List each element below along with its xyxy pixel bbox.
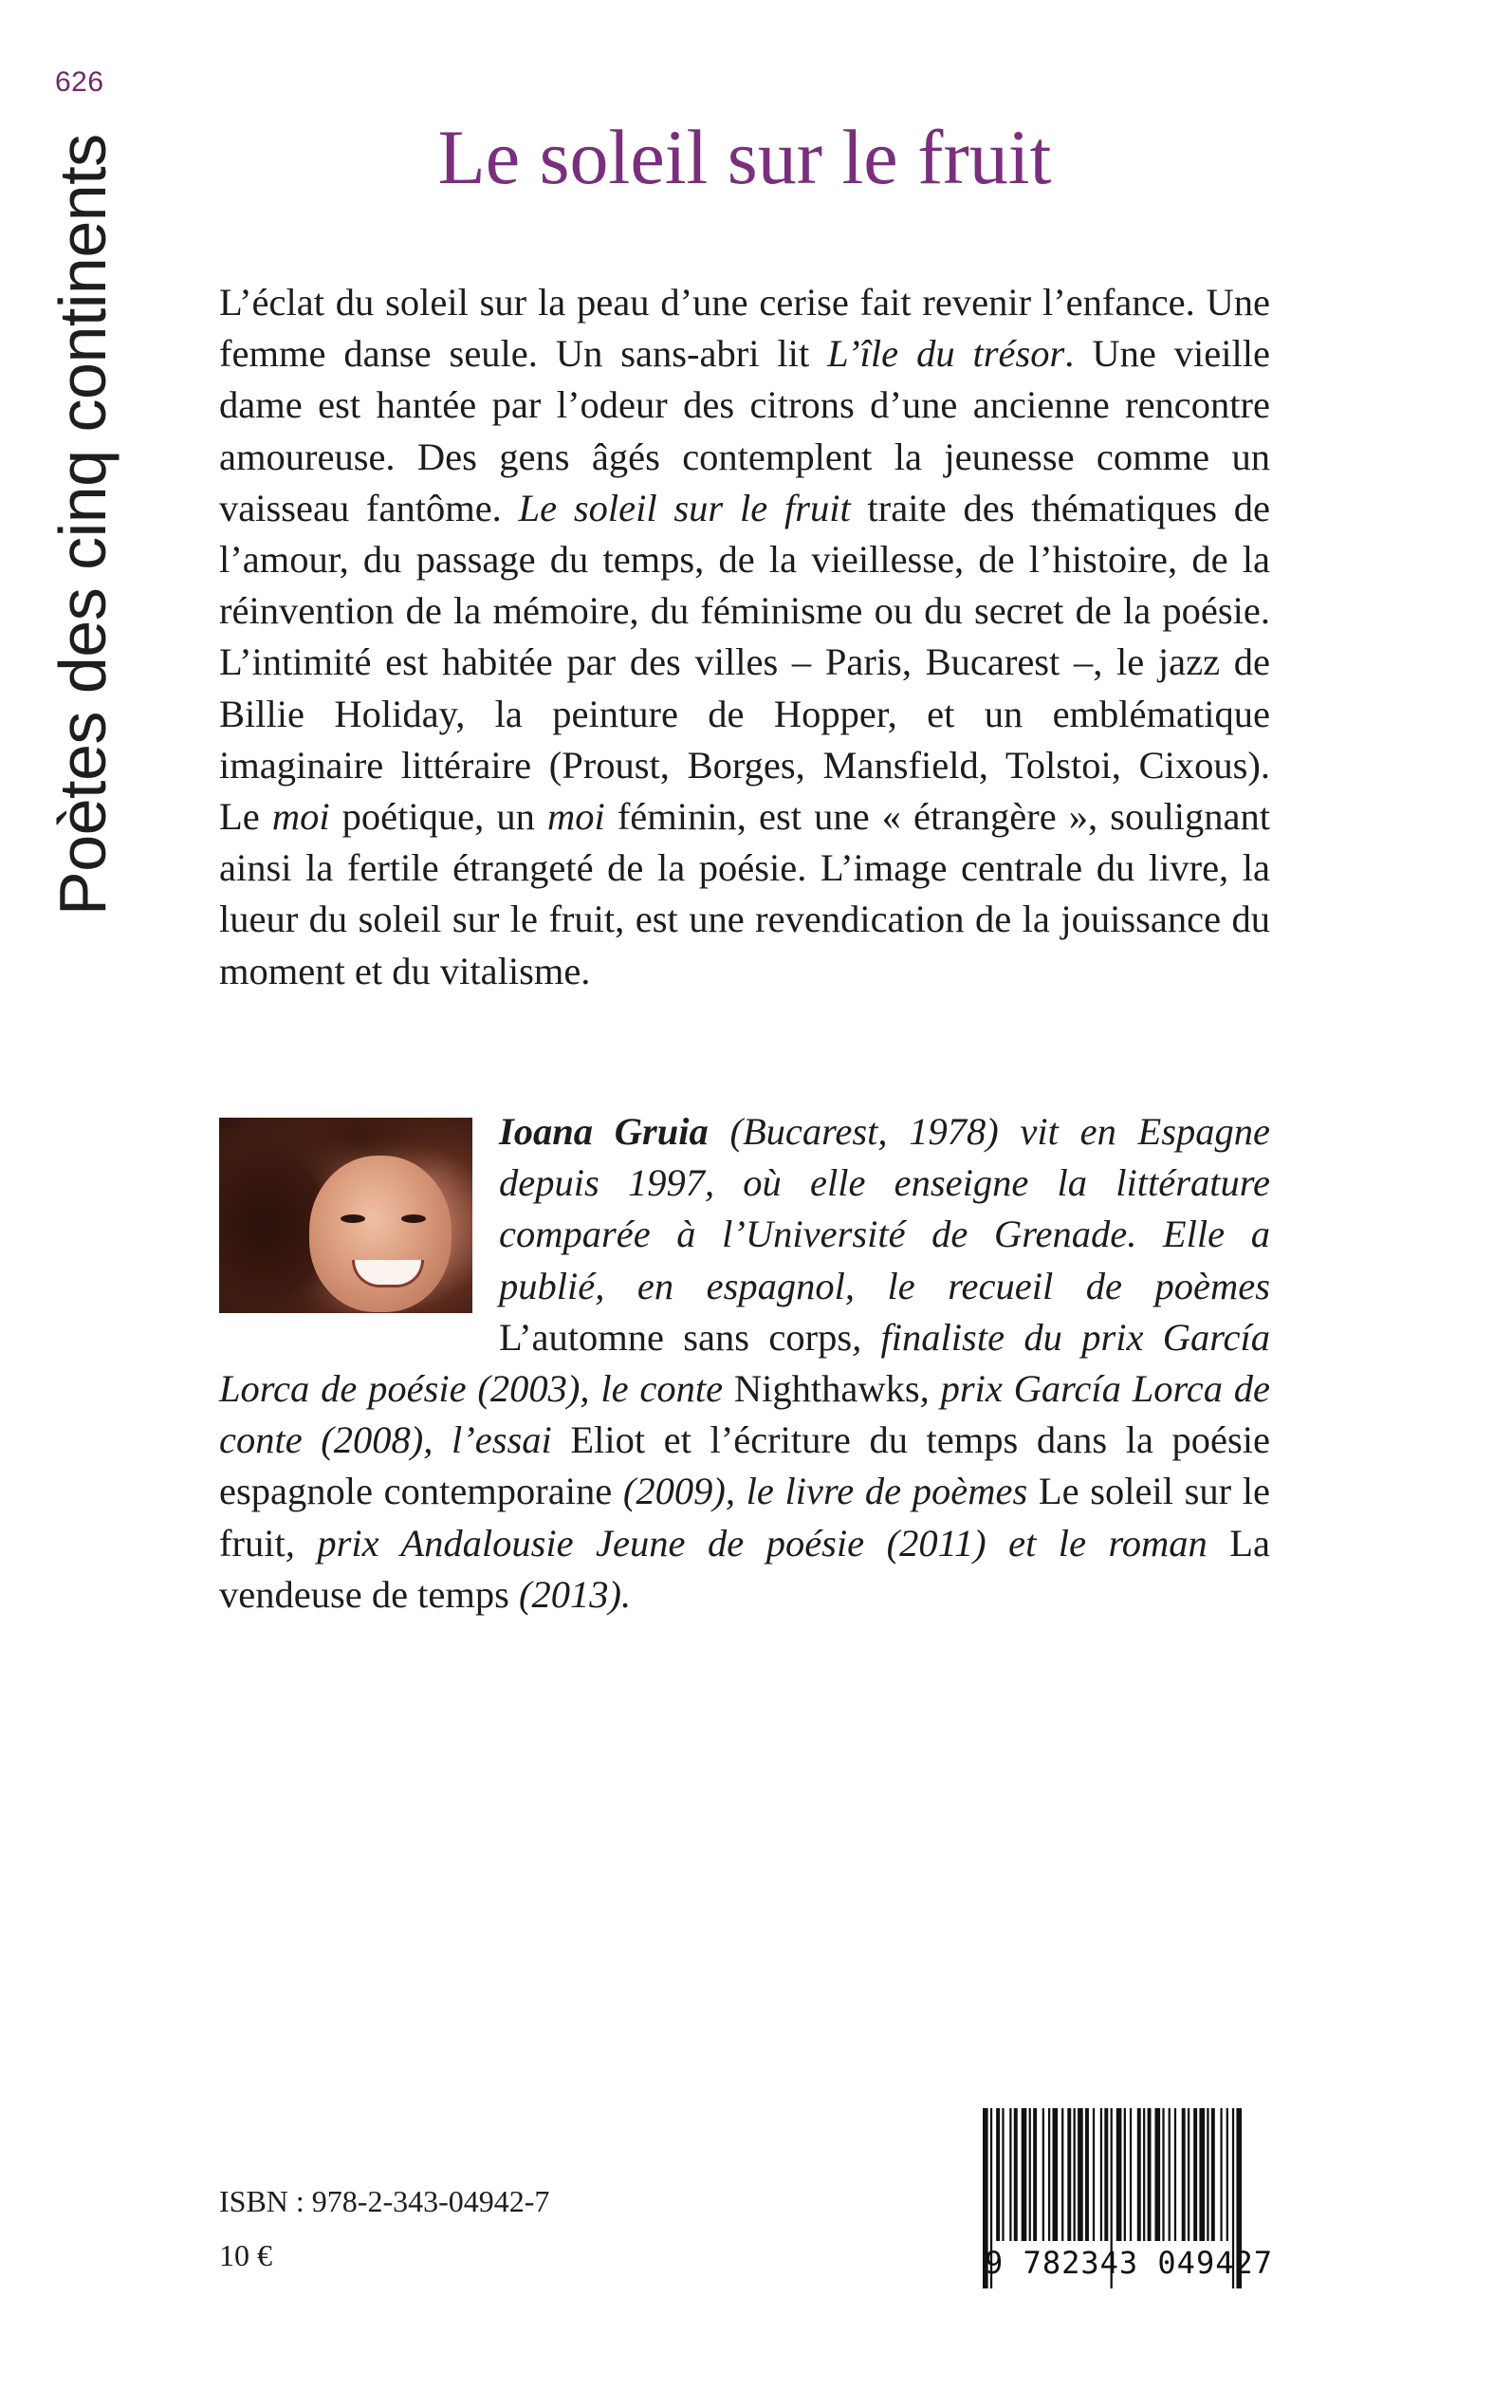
- description-segment: féminin, est une « étrangère », soulignant ainsi la fertile étrangeté de la poésie. L’image centrale du livre, la lueur du soleil sur le fruit, est une revendication de la jouissance du moment et du vitalisme.: [219, 795, 1270, 992]
- bio-segment: Ioana Gruia: [499, 1110, 709, 1153]
- barcode-bar: [1169, 2108, 1171, 2241]
- barcode-bar: [1053, 2108, 1059, 2241]
- barcode-bar: [1182, 2108, 1186, 2241]
- bio-segment: La vendeuse de temps: [219, 1521, 1270, 1616]
- series-name: Poètes des cinq continents: [46, 134, 120, 916]
- barcode-bar: [1029, 2108, 1031, 2241]
- isbn: ISBN : 978-2-343-04942-7: [219, 2184, 550, 2218]
- barcode-bar: [1188, 2108, 1189, 2241]
- description-italic-segment: Le soleil sur le fruit: [518, 486, 851, 529]
- barcode-bar: [1193, 2108, 1197, 2241]
- barcode-bar: [1014, 2108, 1018, 2241]
- price: 10 €: [219, 2238, 272, 2272]
- barcode-bar: [1078, 2108, 1083, 2241]
- barcode-bar: [1093, 2108, 1095, 2241]
- book-description: [219, 277, 1270, 997]
- bio-segment: (2013).: [508, 1572, 632, 1616]
- barcode-bar: [1022, 2108, 1027, 2241]
- barcode-bar: [996, 2108, 1000, 2241]
- barcode-bar: [1042, 2108, 1044, 2241]
- barcode-bar: [1199, 2108, 1205, 2241]
- bio-segment: , prix García Lorca de conte (2008), l’essai: [219, 1367, 1270, 1462]
- bio-segment: , finaliste du prix García Lorca de poésie (2003), le conte: [219, 1315, 1270, 1411]
- barcode-bar: [1067, 2108, 1071, 2241]
- description-segment: traite des thématiques de l’amour, du passage du temps, de la vieillesse, de l’histoire, de la réinvention de la mémoire, du féminisme ou du secret de la poésie. L’intimité est habitée par des villes – Paris, Bucarest –, le jazz de Billie Holiday, la peinture de Hopper, et un emblématique imaginaire littéraire (Proust, Borges, Mansfield, Tolstoi, Cixous). Le: [219, 486, 1270, 839]
- bio-segment: (Bucarest, 1978) vit en Espagne depuis 1997, où elle enseigne la littérature comparée à l’Université de Grenade. Elle a publié, en espagnol, le recueil de poèmes: [499, 1110, 1270, 1307]
- description-italic-segment: moi: [271, 795, 330, 839]
- barcode-bar: [1009, 2108, 1011, 2241]
- barcode-bar: [1130, 2108, 1132, 2241]
- bio-segment: , prix Andalousie Jeune de poésie (2011) et le roman: [285, 1521, 1230, 1565]
- description-segment: poétique, un: [329, 795, 547, 839]
- barcode-bar: [1104, 2108, 1108, 2241]
- barcode-bar: [1143, 2108, 1145, 2241]
- barcode-bar: [1074, 2108, 1076, 2241]
- barcode-bar: [1033, 2108, 1037, 2241]
- barcode-bar: [1148, 2108, 1152, 2241]
- barcode-digits: 9 782343 049427: [985, 2245, 1273, 2281]
- barcode-bar: [1207, 2108, 1208, 2241]
- barcode-bar: [1162, 2108, 1164, 2241]
- barcode-bar: [1100, 2108, 1102, 2241]
- barcode-bar: [1124, 2108, 1126, 2241]
- barcode-bar: [1061, 2108, 1063, 2241]
- description-segment: . Une vieille dame est hantée par l’odeur des citrons d’une ancienne rencontre amoureuse. Des gens âgés contemplent la jeunesse comme un vaisseau fantôme.: [219, 332, 1271, 529]
- barcode-bar: [1048, 2108, 1050, 2241]
- author-photo: [219, 1118, 472, 1313]
- barcode-bar: [1137, 2108, 1141, 2241]
- series-number: 626: [55, 66, 104, 98]
- description-italic-segment: moi: [546, 795, 605, 839]
- barcode-bar: [1220, 2108, 1222, 2241]
- description-italic-segment: L’île du trésor: [827, 332, 1065, 376]
- barcode-bar: [1002, 2108, 1004, 2241]
- bio-segment: Le soleil sur le fruit: [219, 1470, 1271, 1565]
- barcode-bar: [1154, 2108, 1160, 2241]
- author-photo-eye: [341, 1214, 365, 1223]
- bio-segment: Eliot et l’écriture du temps dans la poésie espagnole contemporaine: [219, 1418, 1271, 1513]
- book-title: Le soleil sur le fruit: [437, 114, 1052, 200]
- author-photo-eye: [401, 1214, 426, 1223]
- bio-segment: (2009), le livre de poèmes: [612, 1470, 1039, 1513]
- author-photo-face: [309, 1156, 452, 1312]
- description-segment: L’éclat du soleil sur la peau d’une cerise fait revenir l’enfance. Une femme danse seule. Un sans-abri lit: [219, 281, 1270, 376]
- barcode-bar: [1085, 2108, 1089, 2241]
- barcode-bar: [1116, 2108, 1122, 2241]
- bio-segment: L’automne sans corps: [499, 1315, 853, 1359]
- barcode-bar: [1226, 2108, 1228, 2241]
- barcode-bar: [1174, 2108, 1176, 2241]
- barcode-bar: [1211, 2108, 1215, 2241]
- bio-segment: Nighthawks: [733, 1367, 920, 1411]
- author-bio: [219, 1106, 1270, 1621]
